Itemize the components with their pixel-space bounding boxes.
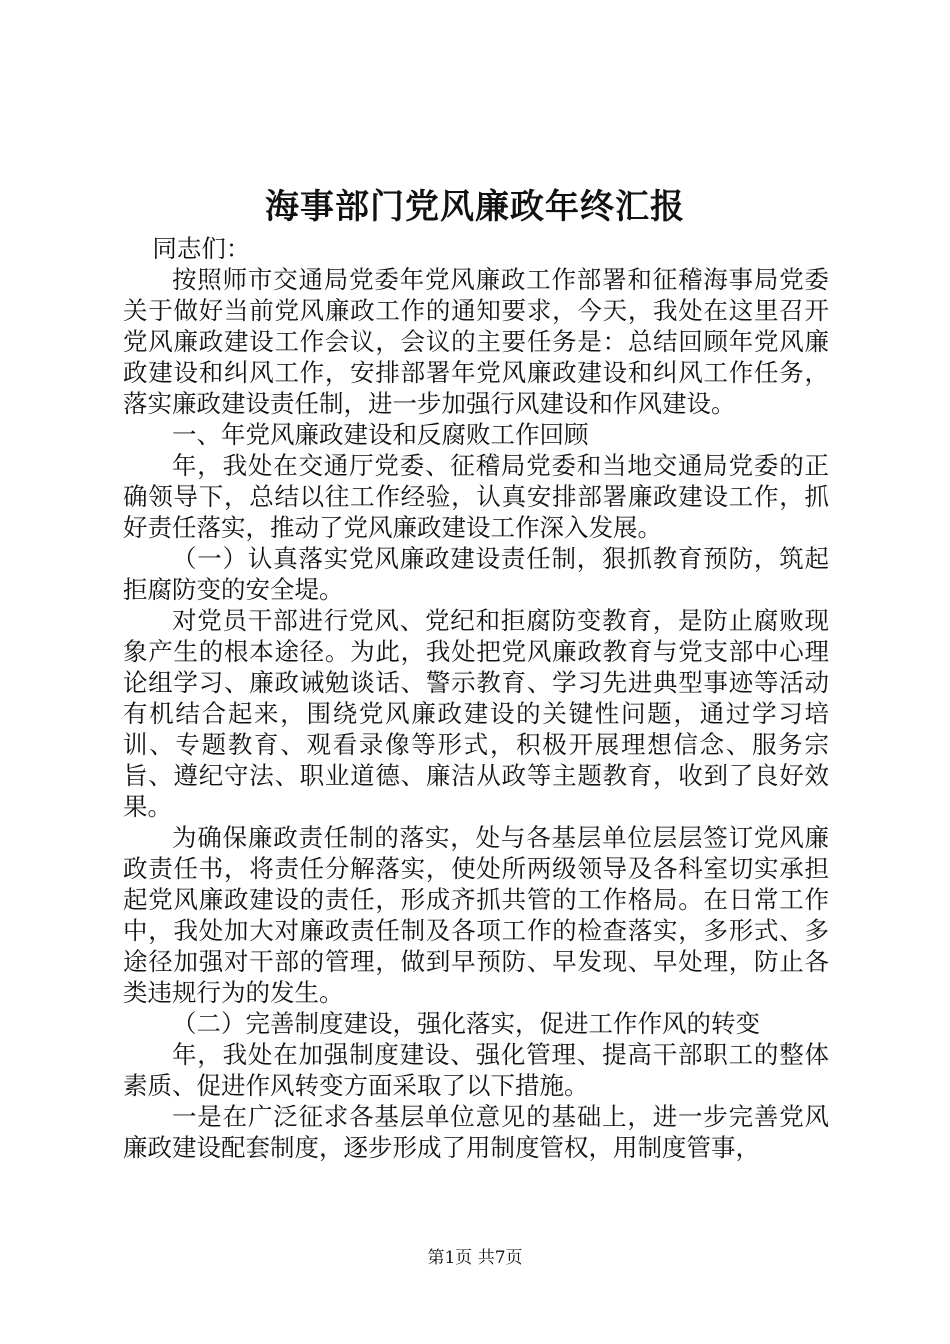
paragraph: 对党员干部进行党风、党纪和拒腐防变教育，是防止腐败现象产生的根本途径。为此，我处把党风廉政教育与党支部中心理论组学习、廉政诫勉谈话、警示教育、学习先进典型事迹等活动有机结合起来，围绕党风廉政建设的关键性问题，通过学习培训、专题教育、观看录像等形式，积极开展理想信念、服务宗旨、遵纪守法、职业道德、廉洁从政等主题教育，收到了良好效果。 — [123, 606, 829, 821]
paragraph: 年，我处在交通厅党委、征稽局党委和当地交通局党委的正确领导下，总结以往工作经验，认真安排部署廉政建设工作，抓好责任落实，推动了党风廉政建设工作深入发展。 — [123, 451, 829, 542]
document-body — [123, 233, 829, 1163]
paragraph: 为确保廉政责任制的落实，处与各基层单位层层签订党风廉政责任书，将责任分解落实，使处所两级领导及各科室切实承担起党风廉政建设的责任，形成齐抓共管的工作格局。在日常工作中，我处加大对廉政责任制及各项工作的检查落实，多形式、多途径加强对干部的管理，做到早预防、早发现、早处理，防止各类违规行为的发生。 — [123, 823, 829, 1007]
subsection-heading: （二）完善制度建设，强化落实，促进工作作风的转变 — [172, 1009, 760, 1038]
subsection-heading: （一）认真落实党风廉政建设责任制，狠抓教育预防，筑起拒腐防变的安全堤。 — [123, 544, 829, 604]
paragraph: 按照师市交通局党委年党风廉政工作部署和征稽海事局党委关于做好当前党风廉政工作的通知要求，今天，我处在这里召开党风廉政建设工作会议，会议的主要任务是：总结回顾年党风廉政建设和纠风工作，安排部署年党风廉政建设和纠风工作任务，落实廉政建设责任制，进一步加强行风建设和作风建设。 — [123, 265, 829, 418]
section-heading: 一、年党风廉政建设和反腐败工作回顾 — [172, 420, 589, 449]
document-title: 海事部门党风廉政年终汇报 — [265, 187, 685, 227]
salutation: 同志们： — [152, 234, 251, 263]
page-footer: 第1页 共7页 — [427, 1248, 523, 1268]
paragraph: 一是在广泛征求各基层单位意见的基础上，进一步完善党风廉政建设配套制度，逐步形成了用制度管权，用制度管事， — [123, 1102, 829, 1162]
paragraph: 年，我处在加强制度建设、强化管理、提高干部职工的整体素质、促进作风转变方面采取了以下措施。 — [123, 1040, 829, 1100]
